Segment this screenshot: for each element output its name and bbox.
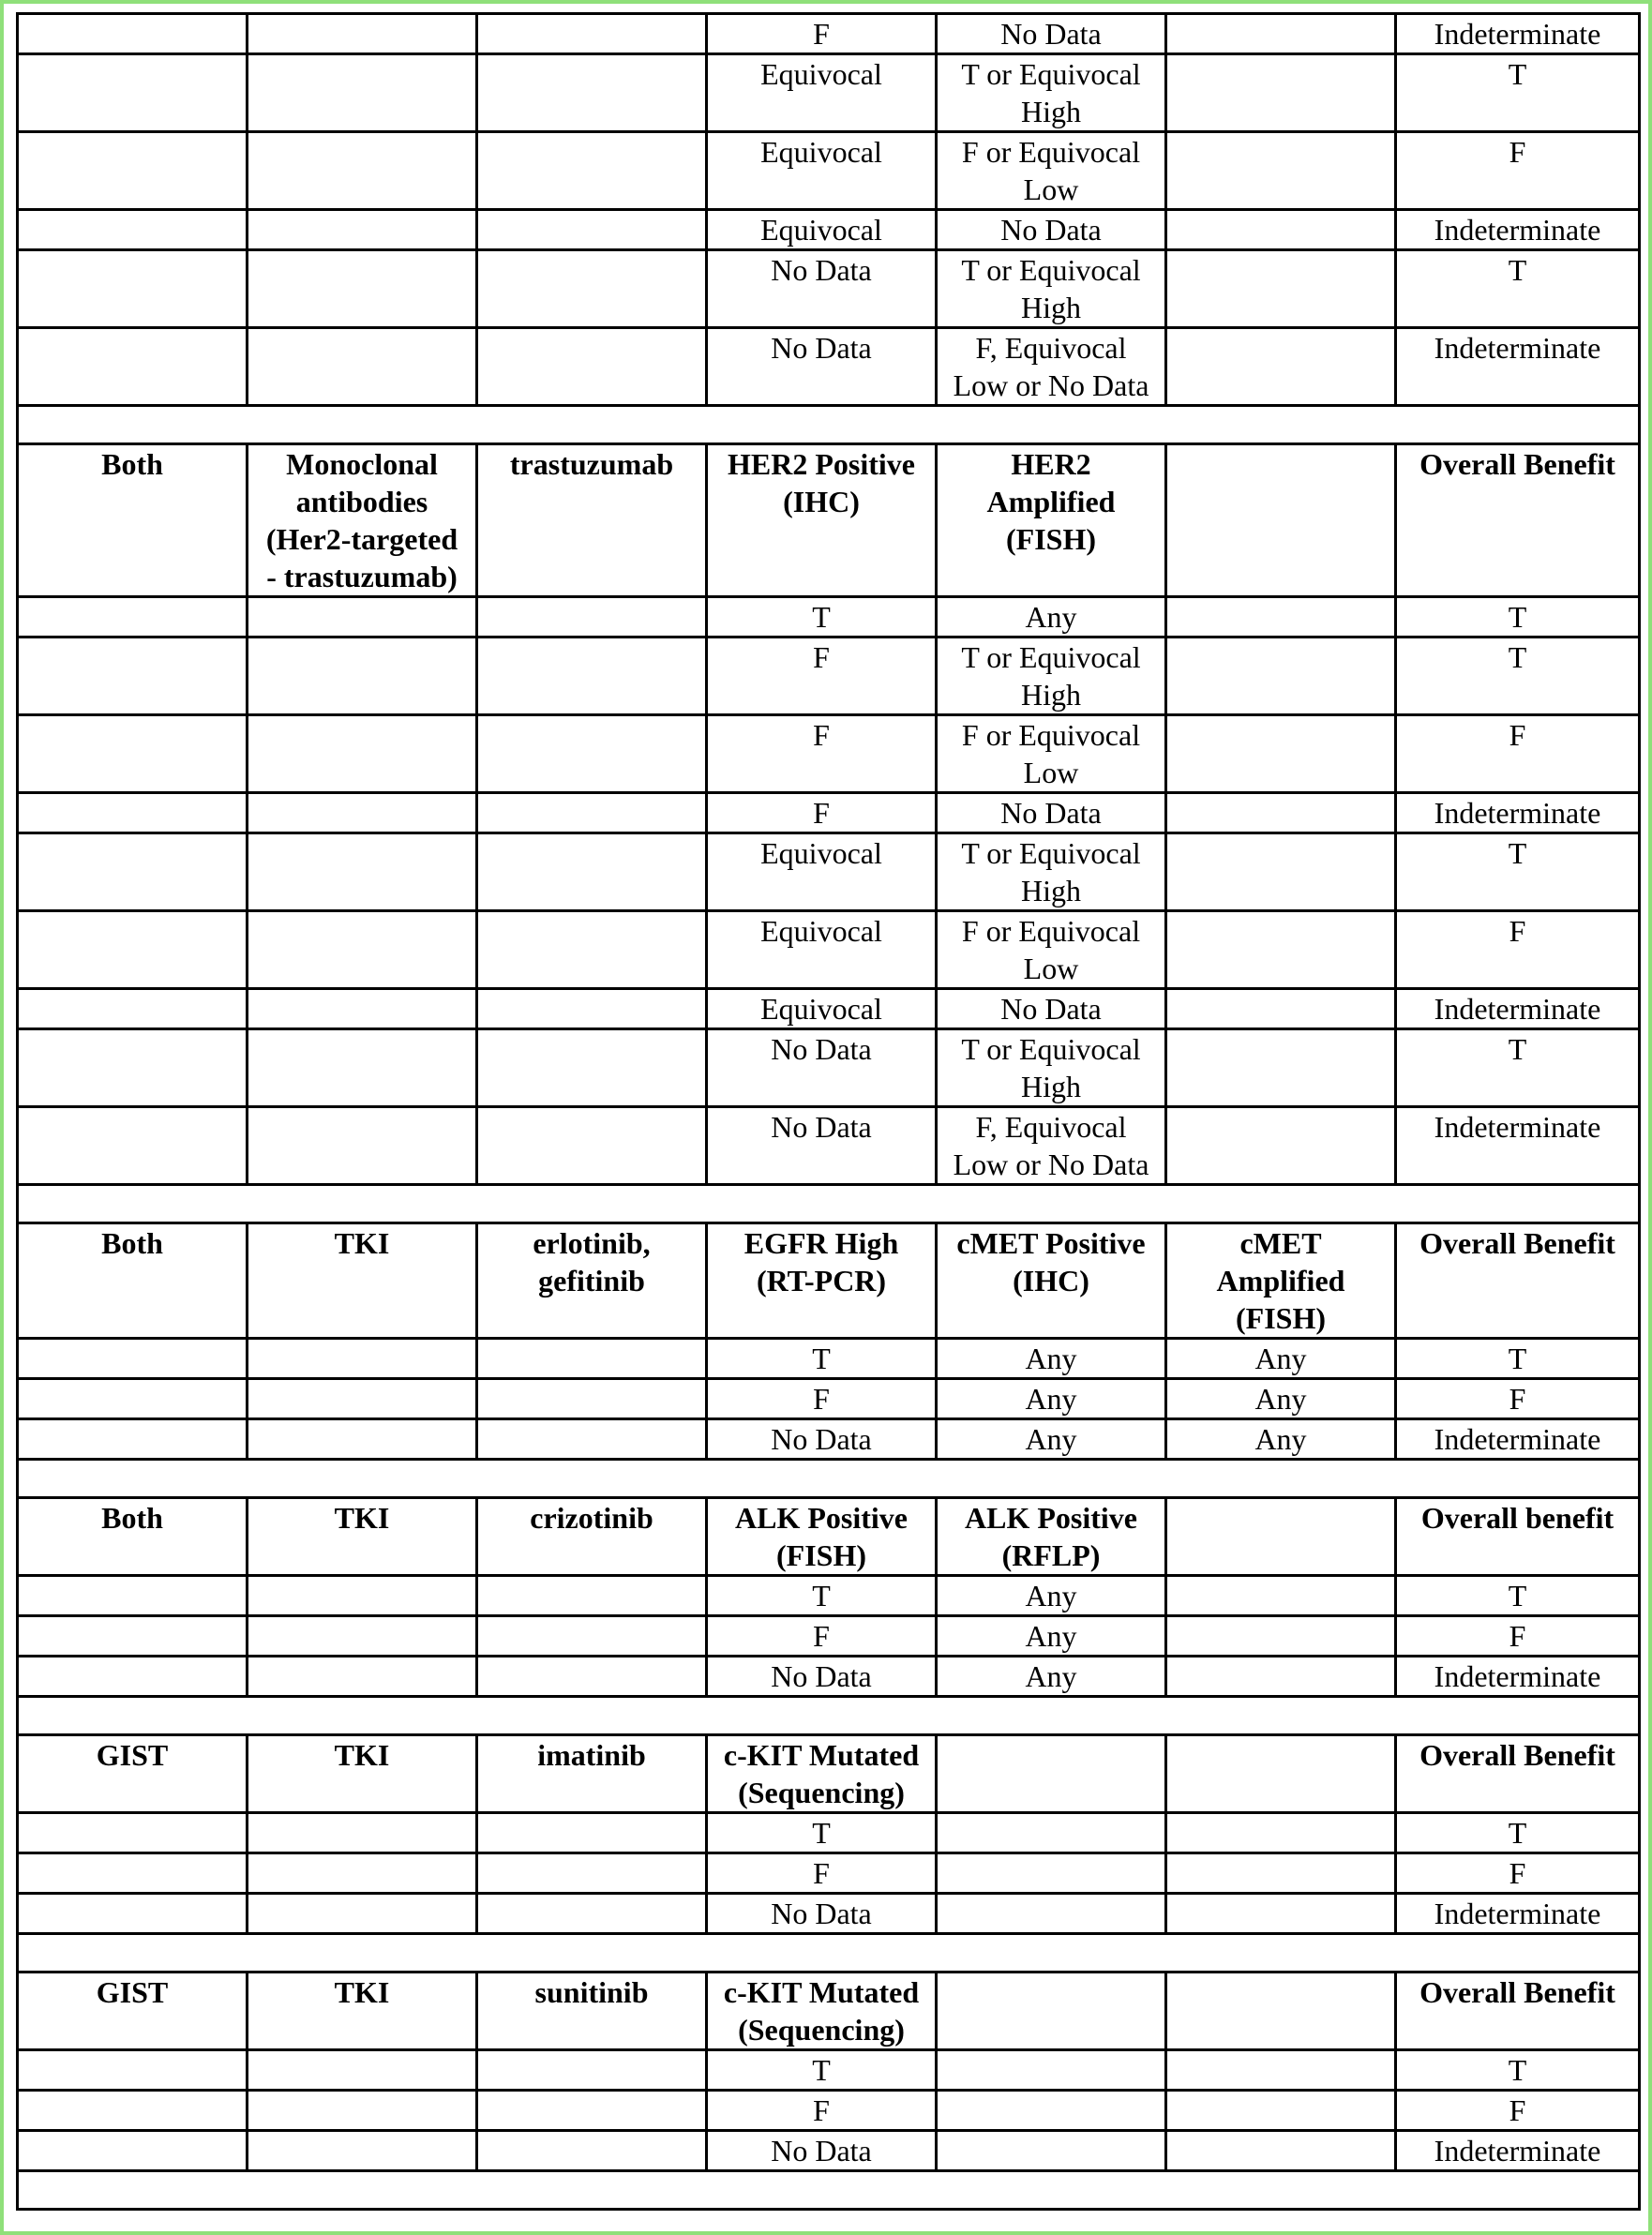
marker-3-cell bbox=[1166, 1107, 1396, 1185]
marker-2-cell: ALK Positive (RFLP) bbox=[937, 1498, 1166, 1576]
marker-2-cell: No Data bbox=[937, 14, 1166, 54]
drug-cell bbox=[477, 132, 707, 210]
marker-1-cell: Equivocal bbox=[707, 989, 937, 1029]
overall-benefit-cell: F bbox=[1396, 132, 1640, 210]
cancer-type-cell bbox=[18, 793, 248, 833]
marker-2-cell: No Data bbox=[937, 793, 1166, 833]
overall-benefit-cell: T bbox=[1396, 2050, 1640, 2091]
marker-1-cell: F bbox=[707, 1853, 937, 1894]
cancer-type-cell bbox=[18, 2091, 248, 2131]
marker-1-cell: F bbox=[707, 14, 937, 54]
drug-class-cell: Monoclonal antibodies (Her2-targeted - trastuzumab) bbox=[248, 444, 477, 597]
drug-cell bbox=[477, 2091, 707, 2131]
overall-benefit-cell: Indeterminate bbox=[1396, 14, 1640, 54]
marker-2-cell bbox=[937, 2131, 1166, 2171]
marker-1-cell: ALK Positive (FISH) bbox=[707, 1498, 937, 1576]
table-row bbox=[18, 1853, 1640, 1894]
section-header-row bbox=[18, 1972, 1640, 2050]
cancer-type-cell bbox=[18, 1813, 248, 1853]
marker-3-cell bbox=[1166, 2091, 1396, 2131]
marker-2-cell: F or Equivocal Low bbox=[937, 715, 1166, 793]
cancer-type-cell bbox=[18, 597, 248, 638]
table-row bbox=[18, 210, 1640, 250]
section-header-row bbox=[18, 1498, 1640, 1576]
section-spacer-row bbox=[18, 406, 1640, 444]
table-row bbox=[18, 1107, 1640, 1185]
marker-3-cell: cMET Amplified (FISH) bbox=[1166, 1223, 1396, 1339]
table-row bbox=[18, 597, 1640, 638]
marker-1-cell: F bbox=[707, 793, 937, 833]
table-row bbox=[18, 989, 1640, 1029]
spacer-cell bbox=[18, 1185, 1640, 1223]
marker-3-cell bbox=[1166, 911, 1396, 989]
cancer-type-cell bbox=[18, 132, 248, 210]
marker-2-cell bbox=[937, 1853, 1166, 1894]
overall-benefit-cell: Indeterminate bbox=[1396, 328, 1640, 406]
marker-3-cell bbox=[1166, 1576, 1396, 1616]
drug-cell bbox=[477, 597, 707, 638]
cancer-type-cell bbox=[18, 715, 248, 793]
table-row bbox=[18, 638, 1640, 715]
cancer-type-cell: Both bbox=[18, 444, 248, 597]
section-spacer-row bbox=[18, 1697, 1640, 1735]
marker-3-cell bbox=[1166, 2050, 1396, 2091]
drug-cell bbox=[477, 1419, 707, 1460]
overall-benefit-cell: F bbox=[1396, 2091, 1640, 2131]
marker-1-cell: F bbox=[707, 638, 937, 715]
table-row bbox=[18, 833, 1640, 911]
overall-benefit-cell: T bbox=[1396, 1339, 1640, 1379]
cancer-type-cell bbox=[18, 1107, 248, 1185]
marker-1-cell: T bbox=[707, 597, 937, 638]
drug-cell bbox=[477, 1029, 707, 1107]
cancer-type-cell bbox=[18, 1894, 248, 1934]
overall-benefit-cell: Indeterminate bbox=[1396, 1107, 1640, 1185]
table-row bbox=[18, 250, 1640, 328]
drug-cell bbox=[477, 328, 707, 406]
cancer-type-cell bbox=[18, 250, 248, 328]
table-row bbox=[18, 793, 1640, 833]
marker-3-cell bbox=[1166, 597, 1396, 638]
overall-benefit-cell: F bbox=[1396, 1379, 1640, 1419]
marker-2-cell: F, Equivocal Low or No Data bbox=[937, 328, 1166, 406]
cancer-type-cell bbox=[18, 833, 248, 911]
section-header-row bbox=[18, 1735, 1640, 1813]
marker-1-cell: T bbox=[707, 1339, 937, 1379]
drug-class-cell: TKI bbox=[248, 1735, 477, 1813]
cancer-type-cell bbox=[18, 1029, 248, 1107]
overall-benefit-cell: Indeterminate bbox=[1396, 2131, 1640, 2171]
drug-class-cell bbox=[248, 989, 477, 1029]
drug-class-cell bbox=[248, 833, 477, 911]
marker-3-cell: Any bbox=[1166, 1419, 1396, 1460]
marker-1-cell: F bbox=[707, 1379, 937, 1419]
drug-class-cell bbox=[248, 328, 477, 406]
drug-cell bbox=[477, 14, 707, 54]
marker-3-cell bbox=[1166, 1813, 1396, 1853]
marker-2-cell bbox=[937, 2050, 1166, 2091]
overall-benefit-cell: T bbox=[1396, 1813, 1640, 1853]
overall-benefit-cell: F bbox=[1396, 715, 1640, 793]
overall-benefit-cell: Indeterminate bbox=[1396, 1894, 1640, 1934]
marker-1-cell: Equivocal bbox=[707, 54, 937, 132]
marker-2-cell: Any bbox=[937, 1419, 1166, 1460]
drug-class-cell bbox=[248, 14, 477, 54]
drug-cell: sunitinib bbox=[477, 1972, 707, 2050]
drug-class-cell bbox=[248, 1813, 477, 1853]
marker-3-cell bbox=[1166, 250, 1396, 328]
marker-2-cell bbox=[937, 1813, 1166, 1853]
marker-3-cell bbox=[1166, 1972, 1396, 2050]
marker-2-cell: T or Equivocal High bbox=[937, 54, 1166, 132]
drug-cell bbox=[477, 638, 707, 715]
overall-benefit-cell: Indeterminate bbox=[1396, 989, 1640, 1029]
overall-benefit-cell: T bbox=[1396, 1576, 1640, 1616]
overall-benefit-cell: Overall Benefit bbox=[1396, 1735, 1640, 1813]
cancer-type-cell bbox=[18, 638, 248, 715]
drug-cell bbox=[477, 1616, 707, 1657]
marker-3-cell bbox=[1166, 833, 1396, 911]
section-header-row bbox=[18, 444, 1640, 597]
spacer-cell bbox=[18, 1934, 1640, 1972]
marker-2-cell: T or Equivocal High bbox=[937, 1029, 1166, 1107]
marker-2-cell: Any bbox=[937, 1616, 1166, 1657]
marker-2-cell: T or Equivocal High bbox=[937, 250, 1166, 328]
drug-class-cell bbox=[248, 911, 477, 989]
section-spacer-row bbox=[18, 1185, 1640, 1223]
drug-cell bbox=[477, 1813, 707, 1853]
drug-class-cell: TKI bbox=[248, 1498, 477, 1576]
overall-benefit-cell: Overall Benefit bbox=[1396, 444, 1640, 597]
cancer-type-cell: Both bbox=[18, 1498, 248, 1576]
overall-benefit-cell: F bbox=[1396, 1616, 1640, 1657]
overall-benefit-cell: Indeterminate bbox=[1396, 1419, 1640, 1460]
drug-class-cell bbox=[248, 1853, 477, 1894]
marker-1-cell: No Data bbox=[707, 250, 937, 328]
cancer-type-cell bbox=[18, 14, 248, 54]
drug-cell bbox=[477, 1894, 707, 1934]
overall-benefit-cell: Overall Benefit bbox=[1396, 1972, 1640, 2050]
table-row bbox=[18, 1379, 1640, 1419]
drug-cell: erlotinib, gefitinib bbox=[477, 1223, 707, 1339]
marker-2-cell: F, Equivocal Low or No Data bbox=[937, 1107, 1166, 1185]
marker-3-cell bbox=[1166, 14, 1396, 54]
drug-class-cell bbox=[248, 250, 477, 328]
marker-3-cell bbox=[1166, 444, 1396, 597]
spacer-cell bbox=[18, 2171, 1640, 2210]
table-row bbox=[18, 1576, 1640, 1616]
marker-1-cell: No Data bbox=[707, 328, 937, 406]
marker-3-cell bbox=[1166, 2131, 1396, 2171]
overall-benefit-cell: T bbox=[1396, 597, 1640, 638]
marker-1-cell: No Data bbox=[707, 2131, 937, 2171]
marker-1-cell: F bbox=[707, 1616, 937, 1657]
marker-1-cell: No Data bbox=[707, 1107, 937, 1185]
marker-2-cell: HER2 Amplified (FISH) bbox=[937, 444, 1166, 597]
overall-benefit-cell: Indeterminate bbox=[1396, 1657, 1640, 1697]
cancer-type-cell bbox=[18, 210, 248, 250]
overall-benefit-cell: Indeterminate bbox=[1396, 793, 1640, 833]
marker-3-cell bbox=[1166, 54, 1396, 132]
marker-2-cell: F or Equivocal Low bbox=[937, 132, 1166, 210]
marker-1-cell: No Data bbox=[707, 1894, 937, 1934]
marker-2-cell bbox=[937, 2091, 1166, 2131]
marker-3-cell bbox=[1166, 210, 1396, 250]
table-row bbox=[18, 1894, 1640, 1934]
drug-class-cell bbox=[248, 638, 477, 715]
table-row bbox=[18, 2050, 1640, 2091]
cancer-type-cell: GIST bbox=[18, 1972, 248, 2050]
drug-cell bbox=[477, 2131, 707, 2171]
marker-1-cell: c-KIT Mutated (Sequencing) bbox=[707, 1735, 937, 1813]
overall-benefit-cell: Overall Benefit bbox=[1396, 1223, 1640, 1339]
marker-1-cell: Equivocal bbox=[707, 911, 937, 989]
marker-2-cell: T or Equivocal High bbox=[937, 638, 1166, 715]
marker-3-cell bbox=[1166, 1616, 1396, 1657]
drug-cell bbox=[477, 989, 707, 1029]
marker-3-cell bbox=[1166, 132, 1396, 210]
table-row bbox=[18, 2091, 1640, 2131]
spacer-cell bbox=[18, 406, 1640, 444]
marker-1-cell: c-KIT Mutated (Sequencing) bbox=[707, 1972, 937, 2050]
drug-class-cell bbox=[248, 210, 477, 250]
drug-class-cell bbox=[248, 54, 477, 132]
table-row bbox=[18, 2131, 1640, 2171]
drug-class-cell bbox=[248, 1616, 477, 1657]
drug-class-cell bbox=[248, 597, 477, 638]
section-spacer-row bbox=[18, 2171, 1640, 2210]
marker-3-cell bbox=[1166, 1029, 1396, 1107]
drug-cell bbox=[477, 250, 707, 328]
marker-3-cell bbox=[1166, 1657, 1396, 1697]
marker-2-cell: Any bbox=[937, 597, 1166, 638]
drug-cell bbox=[477, 1853, 707, 1894]
cancer-type-cell bbox=[18, 1339, 248, 1379]
cancer-type-cell bbox=[18, 989, 248, 1029]
marker-1-cell: Equivocal bbox=[707, 210, 937, 250]
marker-3-cell: Any bbox=[1166, 1379, 1396, 1419]
overall-benefit-cell: T bbox=[1396, 250, 1640, 328]
cancer-type-cell bbox=[18, 1576, 248, 1616]
cancer-type-cell bbox=[18, 1379, 248, 1419]
cancer-type-cell bbox=[18, 911, 248, 989]
cancer-type-cell bbox=[18, 1616, 248, 1657]
marker-3-cell: Any bbox=[1166, 1339, 1396, 1379]
drug-cell bbox=[477, 1576, 707, 1616]
marker-3-cell bbox=[1166, 1894, 1396, 1934]
table-row bbox=[18, 911, 1640, 989]
drug-cell: crizotinib bbox=[477, 1498, 707, 1576]
marker-1-cell: No Data bbox=[707, 1419, 937, 1460]
drug-cell bbox=[477, 833, 707, 911]
drug-class-cell bbox=[248, 793, 477, 833]
marker-2-cell: Any bbox=[937, 1657, 1166, 1697]
table-row bbox=[18, 54, 1640, 132]
marker-3-cell bbox=[1166, 715, 1396, 793]
cancer-type-cell: Both bbox=[18, 1223, 248, 1339]
overall-benefit-cell: Indeterminate bbox=[1396, 210, 1640, 250]
marker-3-cell bbox=[1166, 1853, 1396, 1894]
drug-cell bbox=[477, 1657, 707, 1697]
cancer-type-cell bbox=[18, 2050, 248, 2091]
marker-3-cell bbox=[1166, 1735, 1396, 1813]
marker-1-cell: F bbox=[707, 2091, 937, 2131]
drug-class-cell bbox=[248, 132, 477, 210]
drug-cell bbox=[477, 715, 707, 793]
marker-1-cell: T bbox=[707, 1576, 937, 1616]
marker-1-cell: No Data bbox=[707, 1029, 937, 1107]
overall-benefit-cell: T bbox=[1396, 1029, 1640, 1107]
cancer-type-cell: GIST bbox=[18, 1735, 248, 1813]
marker-3-cell bbox=[1166, 989, 1396, 1029]
table-body bbox=[18, 14, 1640, 2210]
drug-class-cell bbox=[248, 1576, 477, 1616]
marker-2-cell bbox=[937, 1735, 1166, 1813]
overall-benefit-cell: Overall benefit bbox=[1396, 1498, 1640, 1576]
cancer-type-cell bbox=[18, 54, 248, 132]
cancer-type-cell bbox=[18, 1853, 248, 1894]
drug-class-cell bbox=[248, 1339, 477, 1379]
drug-cell bbox=[477, 1379, 707, 1419]
drug-class-cell bbox=[248, 715, 477, 793]
table-row bbox=[18, 328, 1640, 406]
spacer-cell bbox=[18, 1460, 1640, 1498]
marker-2-cell: F or Equivocal Low bbox=[937, 911, 1166, 989]
section-spacer-row bbox=[18, 1934, 1640, 1972]
marker-1-cell: T bbox=[707, 1813, 937, 1853]
drug-cell bbox=[477, 54, 707, 132]
drug-class-cell bbox=[248, 1379, 477, 1419]
marker-2-cell: cMET Positive (IHC) bbox=[937, 1223, 1166, 1339]
table-row bbox=[18, 1616, 1640, 1657]
drug-class-cell bbox=[248, 1657, 477, 1697]
drug-class-cell bbox=[248, 1419, 477, 1460]
marker-1-cell: No Data bbox=[707, 1657, 937, 1697]
drug-class-cell: TKI bbox=[248, 1223, 477, 1339]
marker-2-cell: Any bbox=[937, 1576, 1166, 1616]
overall-benefit-cell: F bbox=[1396, 911, 1640, 989]
drug-class-cell bbox=[248, 1029, 477, 1107]
section-spacer-row bbox=[18, 1460, 1640, 1498]
drug-class-cell bbox=[248, 1107, 477, 1185]
marker-2-cell bbox=[937, 1972, 1166, 2050]
spacer-cell bbox=[18, 1697, 1640, 1735]
marker-2-cell: Any bbox=[937, 1339, 1166, 1379]
drug-class-cell: TKI bbox=[248, 1972, 477, 2050]
overall-benefit-cell: T bbox=[1396, 638, 1640, 715]
marker-2-cell bbox=[937, 1894, 1166, 1934]
marker-3-cell bbox=[1166, 328, 1396, 406]
marker-3-cell bbox=[1166, 793, 1396, 833]
drug-cell bbox=[477, 793, 707, 833]
table-row bbox=[18, 1657, 1640, 1697]
marker-2-cell: Any bbox=[937, 1379, 1166, 1419]
drug-class-cell bbox=[248, 2050, 477, 2091]
drug-cell: trastuzumab bbox=[477, 444, 707, 597]
drug-class-cell bbox=[248, 2131, 477, 2171]
drug-cell bbox=[477, 1107, 707, 1185]
table-row bbox=[18, 1419, 1640, 1460]
drug-cell: imatinib bbox=[477, 1735, 707, 1813]
table-row bbox=[18, 715, 1640, 793]
table-row bbox=[18, 1339, 1640, 1379]
marker-2-cell: No Data bbox=[937, 210, 1166, 250]
table-row bbox=[18, 14, 1640, 54]
overall-benefit-cell: T bbox=[1396, 54, 1640, 132]
marker-1-cell: Equivocal bbox=[707, 132, 937, 210]
table-row bbox=[18, 1813, 1640, 1853]
table-row bbox=[18, 1029, 1640, 1107]
cancer-type-cell bbox=[18, 1419, 248, 1460]
marker-1-cell: HER2 Positive (IHC) bbox=[707, 444, 937, 597]
overall-benefit-cell: T bbox=[1396, 833, 1640, 911]
drug-cell bbox=[477, 911, 707, 989]
cancer-type-cell bbox=[18, 328, 248, 406]
drug-class-cell bbox=[248, 2091, 477, 2131]
marker-1-cell: EGFR High (RT-PCR) bbox=[707, 1223, 937, 1339]
overall-benefit-cell: F bbox=[1396, 1853, 1640, 1894]
biomarker-benefit-table bbox=[16, 12, 1641, 2211]
marker-3-cell bbox=[1166, 638, 1396, 715]
marker-2-cell: T or Equivocal High bbox=[937, 833, 1166, 911]
marker-2-cell: No Data bbox=[937, 989, 1166, 1029]
marker-3-cell bbox=[1166, 1498, 1396, 1576]
cancer-type-cell bbox=[18, 2131, 248, 2171]
drug-cell bbox=[477, 210, 707, 250]
drug-class-cell bbox=[248, 1894, 477, 1934]
table-row bbox=[18, 132, 1640, 210]
cancer-type-cell bbox=[18, 1657, 248, 1697]
marker-1-cell: Equivocal bbox=[707, 833, 937, 911]
drug-cell bbox=[477, 1339, 707, 1379]
marker-1-cell: T bbox=[707, 2050, 937, 2091]
section-header-row bbox=[18, 1223, 1640, 1339]
marker-1-cell: F bbox=[707, 715, 937, 793]
drug-cell bbox=[477, 2050, 707, 2091]
